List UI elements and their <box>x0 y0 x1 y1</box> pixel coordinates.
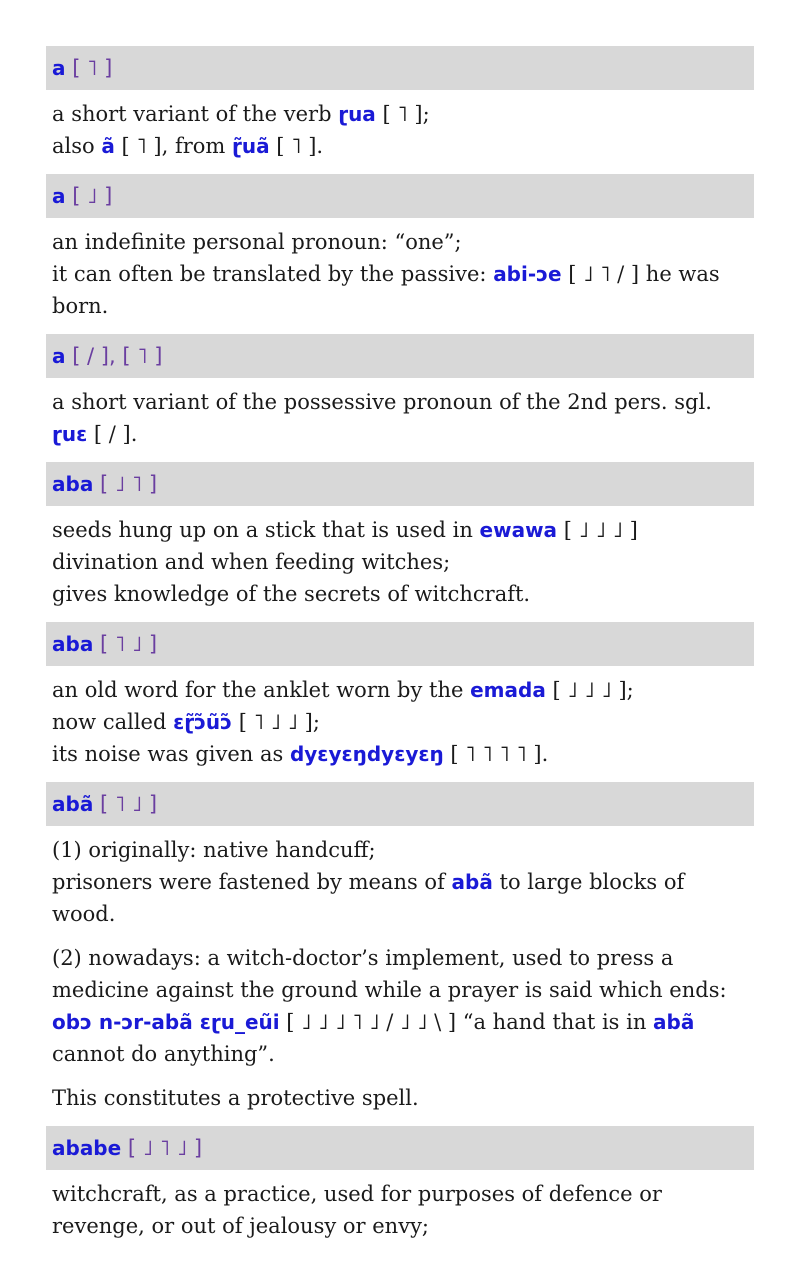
cross-reference-word[interactable]: abã <box>653 1010 695 1034</box>
entry-tone-marks: [ ˥ ˩ ] <box>100 792 158 816</box>
cross-reference-word[interactable]: ɛɽ̃ɔ̃ũɔ̃ <box>173 710 233 734</box>
definition-paragraph <box>52 226 748 322</box>
definition-text: [ ˥ ˥ ˥ ˥ ]. <box>443 742 549 766</box>
definition-text: [ ˥ ˩ ˩ ]; <box>232 710 320 734</box>
definition-text: an indefinite personal pronoun: “one”; <box>52 230 462 254</box>
definition-text: to large blocks of wood. <box>52 870 685 926</box>
entry-header <box>46 174 754 218</box>
definition-text: [ ˩ ˩ ˩ ] divination and when feeding witches; <box>52 518 638 574</box>
definition-paragraph <box>52 834 748 930</box>
definition-text: now called <box>52 710 174 734</box>
cross-reference-word[interactable]: ɽ̃uã <box>232 134 270 158</box>
definition-paragraph <box>52 674 748 770</box>
entry-header <box>46 334 754 378</box>
entry-headword: a <box>52 344 66 368</box>
dictionary-entry <box>46 1126 754 1254</box>
entry-headword: aba <box>52 632 94 656</box>
cross-reference-word[interactable]: emada <box>470 678 546 702</box>
definition-paragraph <box>52 98 748 162</box>
definition-text: prisoners were fastened by means of <box>52 870 452 894</box>
entry-definition <box>46 1170 754 1254</box>
dictionary-entry <box>46 334 754 462</box>
cross-reference-word[interactable]: obɔ n-ɔr-abã ɛɽu_eũi <box>52 1010 280 1034</box>
cross-reference-word[interactable]: ɽuɛ <box>52 422 88 446</box>
definition-text: also <box>52 134 102 158</box>
dictionary-entry <box>46 622 754 782</box>
cross-reference-word[interactable]: abã <box>451 870 493 894</box>
definition-text: witchcraft, as a practice, used for purposes of defence or revenge, or out of jealousy or envy; <box>52 1182 662 1238</box>
definition-text: a short variant of the possessive pronoun of the 2nd pers. sgl. <box>52 390 712 414</box>
definition-text: (2) nowadays: a witch-doctor’s implement, used to press a medicine against the ground while a prayer is said which ends: <box>52 946 727 1002</box>
definition-text: [ ˩ ˩ ˩ ˥ ˩ / ˩ ˩ \ ] “a hand that is in <box>279 1010 654 1034</box>
entry-headword: abã <box>52 792 94 816</box>
entry-header <box>46 46 754 90</box>
entry-definition <box>46 378 754 462</box>
cross-reference-word[interactable]: abi-ɔe <box>493 262 562 286</box>
cross-reference-word[interactable]: dyɛyɛŋdyɛyɛŋ <box>289 742 444 766</box>
definition-text: [ ˥ ]. <box>269 134 324 158</box>
entry-tone-marks: [ ˩ ] <box>72 184 113 208</box>
entry-tone-marks: [ / ], [ ˥ ] <box>72 344 163 368</box>
definition-text: [ ˥ ]; <box>375 102 430 126</box>
definition-paragraph <box>52 1178 748 1242</box>
entry-header <box>46 1126 754 1170</box>
definition-text: its noise was given as <box>52 742 290 766</box>
entry-headword: aba <box>52 472 94 496</box>
cross-reference-word[interactable]: ewawa <box>479 518 558 542</box>
entry-definition <box>46 506 754 622</box>
definition-paragraph <box>52 514 748 610</box>
definition-paragraph <box>52 942 748 1070</box>
definition-text: seeds hung up on a stick that is used in <box>52 518 480 542</box>
entry-tone-marks: [ ˩ ˥ ] <box>100 472 158 496</box>
dictionary-entry <box>46 462 754 622</box>
entry-header <box>46 782 754 826</box>
cross-reference-word[interactable]: ɽua <box>338 102 376 126</box>
definition-text: a short variant of the verb <box>52 102 339 126</box>
entry-headword: a <box>52 56 66 80</box>
definition-paragraph <box>52 1082 748 1114</box>
definition-text: This constitutes a protective spell. <box>52 1086 419 1110</box>
entry-header <box>46 622 754 666</box>
entry-tone-marks: [ ˥ ] <box>72 56 113 80</box>
definition-text: cannot do anything”. <box>52 1042 275 1066</box>
definition-text: gives knowledge of the secrets of witchcraft. <box>52 582 531 606</box>
entry-headword: a <box>52 184 66 208</box>
definition-text: [ / ]. <box>87 422 138 446</box>
definition-text: it can often be translated by the passive: <box>52 262 494 286</box>
entry-definition <box>46 90 754 174</box>
entry-tone-marks: [ ˩ ˥ ˩ ] <box>127 1136 203 1160</box>
definition-text: (1) originally: native handcuff; <box>52 838 376 862</box>
definition-text: an old word for the anklet worn by the <box>52 678 471 702</box>
dictionary-entry <box>46 46 754 174</box>
entry-definition <box>46 218 754 334</box>
entry-definition <box>46 826 754 1126</box>
entry-header <box>46 462 754 506</box>
dictionary-entry <box>46 174 754 334</box>
entry-definition <box>46 666 754 782</box>
definition-text: [ ˩ ˩ ˩ ]; <box>545 678 634 702</box>
definition-text: [ ˩ ˥ / ] he was born. <box>52 262 720 318</box>
definition-text: [ ˥ ], from <box>114 134 233 158</box>
dictionary-page <box>46 46 754 1254</box>
cross-reference-word[interactable]: ã <box>101 134 115 158</box>
definition-paragraph <box>52 386 748 450</box>
entry-tone-marks: [ ˥ ˩ ] <box>100 632 158 656</box>
dictionary-entry <box>46 782 754 1126</box>
entry-headword: ababe <box>52 1136 122 1160</box>
